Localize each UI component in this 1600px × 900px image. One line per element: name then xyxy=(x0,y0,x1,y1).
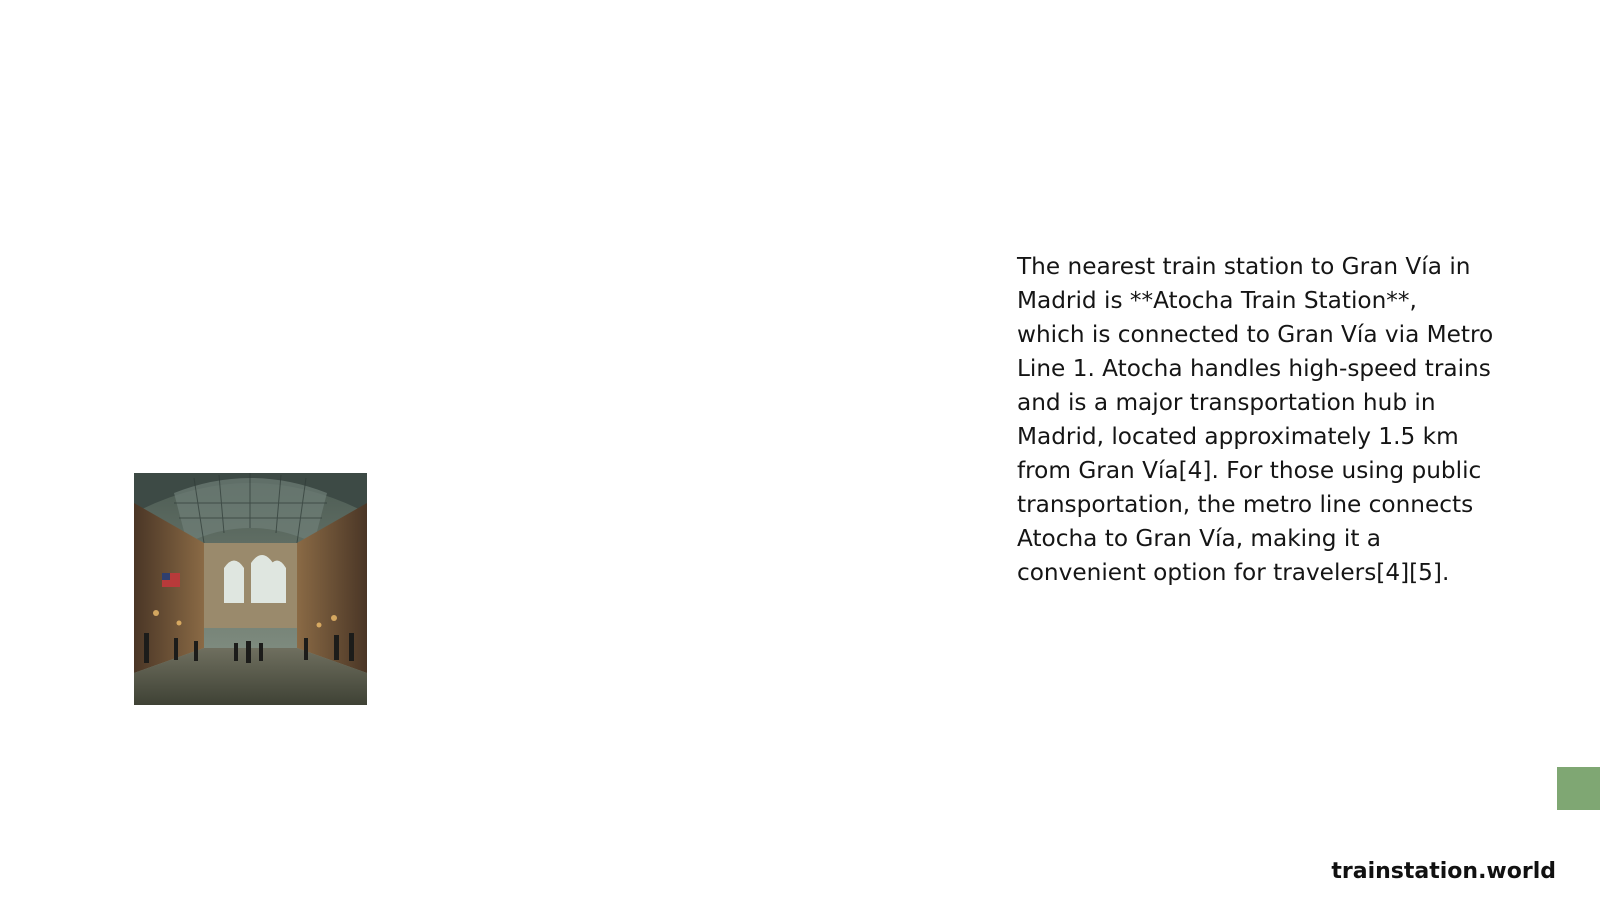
description-paragraph: The nearest train station to Gran Vía in Madrid is **Atocha Train Station**, which is connected to Gran Vía via Metro Line 1. Atocha handles high-speed trains and is a major transportation hub in Madrid, located approximately 1.5 km from Gran Vía[4]. For those using public transportation, the metro line connects Atocha to Gran Vía, making it a convenient option for travelers[4][5]. xyxy=(1017,253,1494,586)
site-brand[interactable]: trainstation.world xyxy=(1331,859,1556,884)
station-hall-photo xyxy=(134,473,367,705)
station-hall-illustration xyxy=(134,473,367,705)
accent-square xyxy=(1557,767,1600,810)
